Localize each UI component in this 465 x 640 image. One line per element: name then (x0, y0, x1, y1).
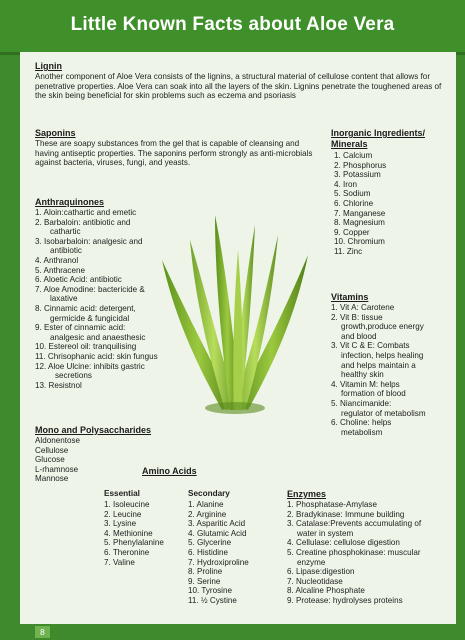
list-item: and blood (341, 331, 377, 341)
list-item: 3. Potassium (334, 170, 381, 180)
list-item: 9. Copper (334, 227, 370, 237)
list-item: 9. Protease: hydrolyses proteins (287, 595, 403, 605)
list-item: Cellulose (35, 445, 69, 455)
enzymes-heading: Enzymes (287, 489, 327, 499)
inorganic-heading: Inorganic Ingredients/ (331, 128, 426, 138)
list-item: 1. Isoleucine (104, 500, 150, 509)
list-item: 4. Methionine (104, 528, 153, 538)
list-item: 5. Sodium (334, 189, 371, 199)
list-item: laxative (50, 294, 78, 304)
list-item: 6. Aloetic Acid: antibiotic (35, 275, 122, 285)
list-item: germicide & fungicidal (50, 313, 130, 323)
mono-heading: Mono and Polysaccharides (35, 425, 152, 435)
saponins-heading: Saponins (35, 128, 76, 138)
list-item: 1. Phosphatase-Amylase (287, 500, 377, 509)
list-item: 5. Niancimanide: (331, 398, 392, 408)
list-item: 4. Vitamin M: helps (331, 379, 400, 389)
list-item: 9. Serine (188, 576, 221, 586)
list-item: 1. Vit A: Carotene (331, 303, 395, 312)
list-item: 9. Ester of cinnamic acid: (35, 323, 126, 333)
list-item: 6. Chlorine (334, 198, 374, 208)
list-item: cathartic (50, 227, 81, 237)
list-item: 3. Lysine (104, 519, 137, 529)
lignin-text: Another component of Aloe Vera consists of the lignins, a structural material of cellulose content that allows for penetrative properties. Aloe Vera can soak into all the layers of the skin. Lignins penetrate the toughened areas of the skin being beneficial for skin problems such as eczema and psoriasis (35, 72, 442, 101)
list-item: 13. Resistnol (35, 380, 82, 390)
essential-list (104, 500, 184, 567)
list-item: and helps maintain a (341, 360, 416, 370)
minerals-list (334, 151, 444, 257)
list-item: antibiotic (50, 246, 82, 256)
enzymes-list (287, 500, 452, 606)
list-item: growth,produce energy (341, 322, 424, 332)
vitamins-list (331, 303, 451, 437)
list-item: 5. Glycerine (188, 538, 232, 548)
list-item: 7. Nucleotidase (287, 576, 343, 586)
amino-heading: Amino Acids (142, 466, 197, 476)
list-item: 1. Alanine (188, 500, 224, 509)
saponins-text: These are soapy substances from the gel that is capable of cleansing and having antiseptic properties. The saponins perform strongly as anti-microbials against bacteria, viruses, fungi, and yeasts. (35, 139, 313, 168)
secondary-list (188, 500, 270, 606)
list-item: 4. Glutamic Acid (188, 528, 247, 538)
list-item: infection, helps healing (341, 350, 424, 360)
lignin-heading: Lignin (35, 61, 62, 71)
list-item: Glucose (35, 455, 65, 465)
list-item: 4. Cellulase: cellulose digestion (287, 538, 400, 548)
list-item: L-rhamnose (35, 464, 79, 474)
list-item: 8. Magnesium (334, 218, 385, 228)
list-item: healthy skin (341, 370, 384, 380)
list-item: 5. Phenylalanine (104, 538, 164, 548)
list-item: 2. Arginine (188, 509, 227, 519)
list-item: Aldonentose (35, 436, 81, 445)
list-item: 2. Vit B: tissue (331, 312, 383, 322)
list-item: 5. Anthracene (35, 265, 85, 275)
secondary-heading: Secondary (188, 489, 230, 498)
list-item: 2. Barbaloin: antibiotic and (35, 217, 131, 227)
list-item: 11. Zinc (334, 246, 363, 256)
essential-heading: Essential (104, 489, 140, 498)
list-item: 4. Anthranol (35, 255, 79, 265)
list-item: 4. Iron (334, 179, 357, 189)
list-item: 8. Alcaline Phosphate (287, 586, 365, 596)
list-item: formation of blood (341, 389, 406, 399)
list-item: 1. Calcium (334, 151, 373, 160)
list-item: 3. Catalase:Prevents accumulating of (287, 519, 422, 529)
mono-list (35, 436, 165, 484)
list-item: metabolism (341, 427, 383, 437)
page-number: 8 (35, 626, 50, 638)
list-item: 7. Manganese (334, 208, 386, 218)
list-item: 2. Phosphorus (334, 160, 387, 170)
list-item: 10. Chromium (334, 237, 385, 247)
list-item: 1. Aloin:cathartic and emetic (35, 208, 137, 217)
anthraquinones-heading: Anthraquinones (35, 197, 104, 207)
page-title: Little Known Facts about Aloe Vera (70, 14, 395, 35)
list-item: enzyme (297, 557, 326, 567)
list-item: Mannose (35, 474, 69, 484)
list-item: 10. Tyrosine (188, 586, 232, 596)
list-item: 5. Creatine phosphokinase: muscular (287, 547, 421, 557)
aloe-vera-plant-image (160, 210, 310, 415)
list-item: 6. Lipase:digestion (287, 567, 355, 577)
list-item: 11. Chrisophanic acid: skin fungus (35, 351, 158, 361)
list-item: 12. Aloe Ulcine: inhibits gastric (35, 361, 145, 371)
list-item: 2. Leucine (104, 509, 142, 519)
list-item: 6. Choline: helps (331, 418, 392, 428)
list-item: regulator of metabolism (341, 408, 426, 418)
list-item: analgesic and anaesthesic (50, 332, 146, 342)
list-item: 7. Valine (104, 557, 135, 567)
list-item: 7. Hydroxiproline (188, 557, 249, 567)
list-item: secretions (55, 371, 92, 381)
list-item: 11. ½ Cystine (188, 595, 237, 605)
list-item: 3. Asparitic Acid (188, 519, 246, 529)
list-item: 8. Cinnamic acid: detergent, (35, 303, 136, 313)
list-item: 3. Vit C & E: Combats (331, 341, 410, 351)
minerals-heading: Minerals (331, 139, 368, 149)
list-item: 10. Estereol oil: tranquilising (35, 342, 137, 352)
list-item: 6. Theronine (104, 547, 150, 557)
footer-bar (0, 624, 465, 640)
list-item: 8. Proline (188, 567, 223, 577)
vitamins-heading: Vitamins (331, 292, 369, 302)
list-item: 6. Histidine (188, 547, 229, 557)
list-item: 7. Aloe Amodine: bactericide & (35, 284, 145, 294)
list-item: water in system (297, 528, 354, 538)
list-item: 2. Bradykinase: Immune building (287, 509, 405, 519)
list-item: 3. Isobarbaloin: analgesic and (35, 236, 143, 246)
